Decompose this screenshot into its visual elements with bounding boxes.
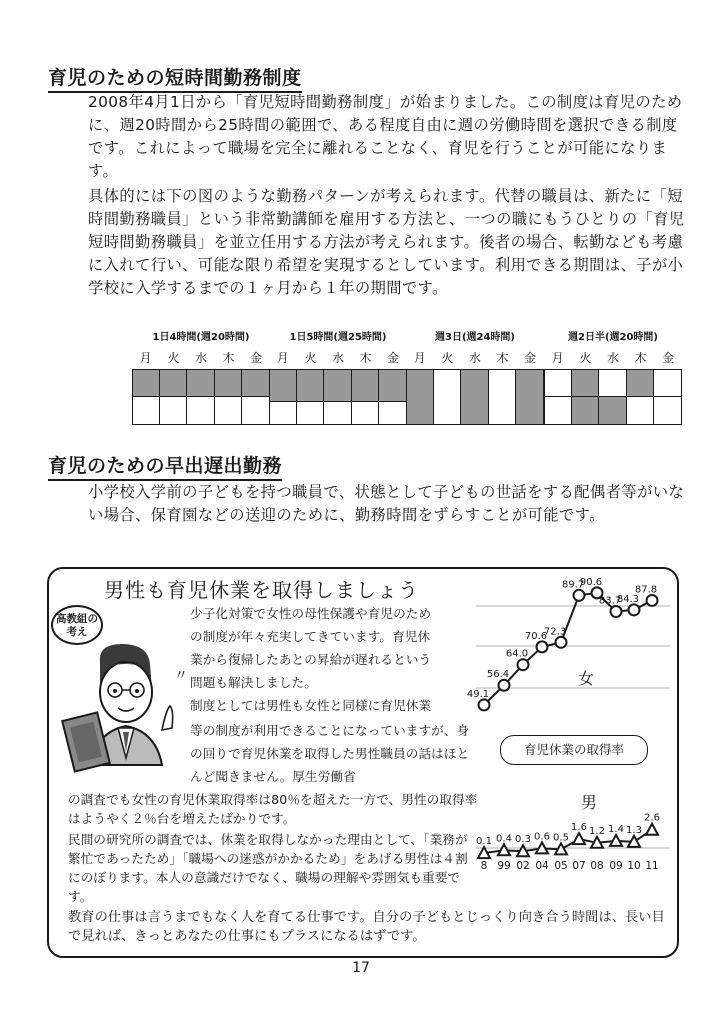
pattern-title: 週2日半(週20時間) [567, 332, 658, 343]
series-label-female: 女 [578, 669, 595, 688]
male-value-label: 0.5 [553, 832, 569, 844]
pattern-title: 1日5時間(週25時間) [289, 332, 387, 343]
day-label: 水 [194, 351, 207, 365]
paragraph-staggered-shift: 小学校入学前の子どもを持つ職員で、状態として子どもの世話をする配偶者等がいない場合、保育園などの送迎のために、勤務時間をずらすことが可能です。 [88, 483, 685, 524]
female-value-label: 64.0 [505, 648, 529, 660]
day-label: 木 [222, 351, 235, 365]
female-value-label: 89.7 [561, 579, 585, 591]
section-heading-short-hours: 育児のための短時間勤務制度 [48, 63, 302, 93]
day-label: 月 [551, 351, 564, 365]
male-value-label: 0.3 [515, 834, 531, 846]
work-pattern-2 [269, 328, 407, 425]
schedule-grid [406, 369, 544, 425]
day-label: 金 [250, 351, 263, 365]
male-value-label: 0.6 [534, 831, 550, 843]
female-value-label: 70.6 [524, 630, 548, 642]
female-point [518, 659, 529, 670]
svg-text:〃: 〃 [174, 668, 188, 684]
series-label-male: 男 [581, 793, 598, 812]
female-value-label: 72.3 [543, 626, 567, 638]
schedule-grid [544, 369, 682, 425]
male-value-label: 2.6 [644, 812, 660, 824]
day-label: 火 [167, 351, 180, 365]
female-point [647, 595, 658, 606]
year-label: 07 [572, 860, 586, 872]
day-label: 木 [496, 351, 509, 365]
day-label: 金 [662, 351, 675, 365]
year-label: 08 [590, 860, 604, 872]
box-line: 制度としては男性も女性と同様に育児休業 [190, 698, 432, 713]
female-point [499, 680, 510, 691]
work-pattern-4 [544, 328, 682, 425]
day-label: 木 [359, 351, 372, 365]
work-pattern-1 [132, 328, 270, 425]
female-value-label: 87.8 [634, 584, 658, 596]
female-value-label: 90.6 [579, 576, 603, 588]
box-line: の調査でも女性の育児休業取得率は80％を超えた一方で、男性の取得率はようやく２％台を増えたばかりです。 [68, 792, 478, 826]
box-line: 民間の研究所の調査では、休業を取得しなかった理由として、「業務が繁忙であったため」「職場への迷惑がかかるため」をあげる男性は４割にのぼります。本人の意識だけでなく、職場の理解や雰囲気も重要です。 [68, 832, 468, 904]
chart-title: 育児休業の取得率 [500, 735, 648, 765]
day-label: 水 [468, 351, 481, 365]
schedule-grid [132, 369, 270, 425]
day-label: 水 [606, 351, 619, 365]
day-label: 木 [634, 351, 647, 365]
day-label: 水 [331, 351, 344, 365]
page-number: 17 [352, 960, 370, 976]
female-point [611, 606, 622, 617]
day-label: 火 [441, 351, 454, 365]
pattern-title: 1日4時間(週20時間) [152, 332, 250, 343]
female-point [574, 590, 585, 601]
day-label: 月 [413, 351, 426, 365]
box-line: 業から復帰したあとの昇給が遅れるという [190, 652, 432, 667]
section-heading-staggered-shift: 育児のための早出遅出勤務 [48, 451, 282, 481]
box-line: 少子化対策で女性の母性保護や育児のため [190, 606, 432, 621]
work-pattern-3 [406, 328, 544, 425]
female-value-label: 84.3 [616, 593, 640, 605]
year-label: 09 [609, 860, 623, 872]
year-label: 10 [627, 860, 641, 872]
schedule-grid [269, 369, 407, 425]
male-value-label: 1.4 [608, 823, 624, 835]
female-point [556, 637, 567, 648]
paragraph-patterns: 具体的には下の図のような勤務パターンが考えられます。代替の職員は、新たに「短時間勤務職員」という非常勤講師を雇用する方法と、一つの職にもうひとりの「育児短時間勤務職員」を並立任用する方法が考えられます。後者の場合、転勤なども考慮に入れて行い、可能な限り希望を実現するとしています。利用できる期間は、子が小学校に入学するまでの１ヶ月から１年の期間です。 [88, 187, 685, 297]
year-label: 05 [554, 860, 568, 872]
day-label: 金 [387, 351, 400, 365]
female-point [479, 699, 490, 710]
chart-gridlines [476, 606, 670, 848]
day-label: 火 [304, 351, 317, 365]
box-line: 等の制度が利用できることになっていますが、身の回りで育児休業を取得した男性職員の話はほとんど聞きません。厚生労働省 [190, 723, 470, 784]
female-value-label: 56.4 [486, 669, 510, 681]
male-value-label: 1.2 [589, 825, 605, 837]
day-label: 金 [524, 351, 537, 365]
box-line: 問題も解決しました。 [190, 675, 317, 690]
male-value-label: 1.6 [571, 822, 587, 834]
box-title: 男性も育児休業を取得しましょう [104, 578, 419, 602]
man-with-folder-illustration [62, 640, 190, 778]
female-point [537, 641, 548, 652]
male-value-label: 0.1 [476, 836, 492, 848]
male-point [573, 833, 585, 844]
year-label: 11 [645, 860, 659, 872]
female-point [629, 604, 640, 615]
paragraph-intro: 2008年4月1日から「育児短時間勤務制度」が始まりました。この制度は育児のために、週20時間から25時間の範囲で、ある程度自由に週の労働時間を選択できる制度です。これによって職場を完全に離れることなく、育児を行うことが可能になります。 [88, 93, 683, 180]
day-label: 月 [276, 351, 289, 365]
year-label: 99 [497, 860, 511, 872]
male-value-label: 1.3 [626, 824, 642, 836]
box-line: の制度が年々充実してきています。育児休 [190, 629, 431, 644]
year-label: 02 [516, 860, 530, 872]
male-value-label: 0.4 [496, 833, 512, 845]
male-point [646, 824, 658, 835]
day-label: 火 [579, 351, 592, 365]
pattern-title: 週3日(週24時間) [434, 332, 515, 343]
year-label: 04 [535, 860, 549, 872]
box-line: 教育の仕事は言うまでもなく人を育てる仕事です。自分の子どもとじっくり向き合う時間は、長い目で見れば、きっとあなたの仕事にもプラスになるはずです。 [68, 910, 665, 944]
female-value-label: 49.1 [466, 688, 490, 700]
year-label: 8 [480, 860, 488, 872]
day-label: 月 [139, 351, 152, 365]
union-opinion-badge: 高教組の考え [51, 605, 103, 645]
female-value-label: 83.7 [598, 595, 622, 607]
